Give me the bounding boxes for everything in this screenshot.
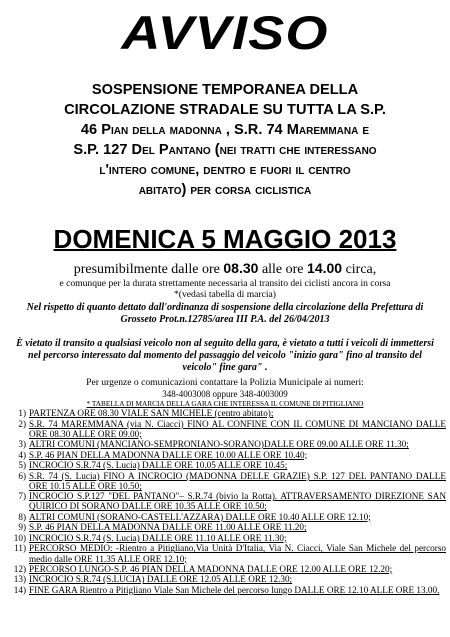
phone-numbers: 348-4003008 oppure 348-4003009 — [162, 389, 288, 399]
schedule-item-number: 3) — [18, 439, 26, 449]
schedule-item-number: 8) — [18, 511, 26, 522]
schedule-item-text: INCROCIO S.R.74 (S. Lucia) DALLE ORE 11.10 ALLE ORE 11.30; — [29, 532, 287, 543]
schedule-list — [4, 408, 446, 596]
contact-text: Per urgenze o comunicazioni contattare la Polizia Municipale ai numeri: — [86, 377, 364, 388]
schedule-item — [4, 564, 446, 575]
schedule-item — [4, 471, 446, 491]
schedule-item — [4, 522, 446, 533]
schedule-item-text: S.P. 46 PIAN DELLA MADONNA DALLE ORE 11.00 ALLE ORE 11.20; — [29, 522, 307, 533]
schedule-item-text: ALTRI COMUNI (MANCIANO-SEMPRONIANO-SORANO)DALLE ORE 09.00 ALLE ORE 11.30; — [29, 439, 409, 449]
schedule-item — [4, 408, 446, 419]
end-time: 14.00 — [307, 260, 343, 276]
table-note: *(vedasi tabella di marcia) — [173, 289, 277, 300]
heading-line-6: abitato) per corsa ciclistica — [138, 182, 312, 198]
schedule-item-text: PARTENZA ORE 08.30 VIALE SAN MICHELE (centro abitato); — [29, 408, 274, 418]
schedule-item-text: S.R. 74 MAREMMANA (via N. Ciacci) FINO AL CONFINE CON IL COMUNE DI MANCIANO DALLE ORE 08.30 ALLE ORE 09.00; — [29, 418, 446, 439]
schedule-item-text: PERCORSO MEDIO: -Rientro a Pitigliano,Via Unità D'Italia, Via N. Ciacci, Viale San Michele del percorso medio dalle ORE 11.35 ALLE ORE 12.10; — [29, 543, 446, 564]
prohibition-text: È vietato il transito a qualsiasi veicolo non al seguito della gara, è vietato a tutti i veicoli di immettersi nel percorso interessato dal momento del passaggio del veicolo "inizio gara" fino al transito del veicolo" fine gara" . — [16, 338, 434, 373]
schedule-item-number: 2) — [18, 418, 26, 429]
schedule-item — [4, 543, 446, 563]
event-date: DOMENICA 5 MAGGIO 2013 — [53, 224, 397, 254]
heading-line-4: S.P. 127 Del Pantano (nei tratti che interessano — [73, 142, 377, 158]
schedule-item — [4, 574, 446, 585]
schedule-item-number: 11) — [14, 543, 26, 554]
heading-line-5: l'intero comune, dentro e fuori il centro — [99, 162, 351, 178]
schedule-item-text: INCROCIO S.R.74 (S. Lucia) DALLE ORE 10.05 ALLE ORE 10.45; — [29, 460, 288, 471]
schedule-item-number: 4) — [18, 449, 26, 460]
schedule-item — [4, 585, 446, 596]
ordinance-text: Nel rispetto di quanto dettato dall'ordinanza di sospensione della circolazione della Prefettura di Grosseto Prot.n.12785/area III P.A. del 26/04/2013 — [26, 302, 424, 325]
heading-line-3: 46 Pian della madonna , S.R. 74 Maremmana e — [80, 122, 370, 138]
schedule-item-number: 12) — [13, 563, 26, 574]
notice-title: AVVISO — [121, 6, 329, 59]
schedule-item-number: 5) — [18, 460, 26, 471]
schedule-item-text: INCROCIO S.R.74 (S.LUCIA) DALLE ORE 12.05 ALLE ORE 12.30; — [29, 574, 293, 585]
heading-line-1: SOSPENSIONE TEMPORANEA DELLA — [91, 82, 359, 98]
schedule-item — [4, 533, 446, 544]
schedule-item-text: FINE GARA Rientro a Pitigliano Viale San Michele del percorso lungo DALLE ORE 12.10 ALLE ORE 13.00. — [29, 584, 440, 595]
schedule-item-text: S.R. 74 (S. Lucia) FINO A INCROCIO (MADONNA DELLE GRAZIE) S.P. 127 DEL PANTANO DALLE ORE 10.15 ALLE ORE 10.50; — [29, 470, 446, 491]
schedule-item-text: ALTRI COMUNI (SORANO-CASTELL'AZZARA) DALLE ORE 10.40 ALLE ORE 12.10; — [29, 511, 371, 522]
schedule-item — [4, 450, 446, 461]
schedule-item — [4, 512, 446, 523]
duration-note: e comunque per la durata strettamente necessaria al transito dei ciclisti ancora in corsa — [59, 278, 391, 289]
schedule-item-number: 10) — [13, 532, 26, 543]
schedule-item — [4, 491, 446, 511]
start-time: 08.30 — [223, 260, 259, 276]
schedule-item — [4, 439, 446, 450]
schedule-item-number: 6) — [18, 470, 26, 481]
heading-line-2: CIRCOLAZIONE STRADALE SU TUTTA LA S.P. — [64, 102, 386, 118]
schedule-item — [4, 419, 446, 439]
schedule-item-text: S.P. 46 PIAN DELLA MADONNA DALLE ORE 10.00 ALLE ORE 10.40; — [29, 449, 308, 460]
schedule-item-text: INCROCIO S.P.127 "DEL PANTANO"– S.R.74 (bivio la Rotta). ATTRAVERSAMENTO DIREZIONE SAN QUIRICO DI SORANO DALLE ORE 10.35 ALLE ORE 10.50; — [29, 491, 446, 512]
schedule-title: * TABELLA DI MARCIA DELLA GARA CHE INTERESSA IL COMUNE DI PITIGLIANO — [86, 399, 364, 408]
notice-heading — [4, 80, 446, 200]
schedule-item-number: 9) — [18, 522, 26, 533]
schedule-item-number: 7) — [18, 491, 26, 502]
schedule-item-number: 14) — [13, 584, 26, 595]
schedule-item-number: 13) — [13, 574, 26, 585]
closure-times: presumibilmente dalle ore 08.30 alle ore 14.00 circa, — [73, 260, 377, 277]
schedule-item-text: PERCORSO LUNGO-S.P. 46 PIAN DELLA MADONNA DALLE ORE 12.00 ALLE ORE 12.20; — [29, 563, 393, 574]
schedule-item — [4, 460, 446, 471]
schedule-item-number: 1) — [18, 408, 26, 418]
